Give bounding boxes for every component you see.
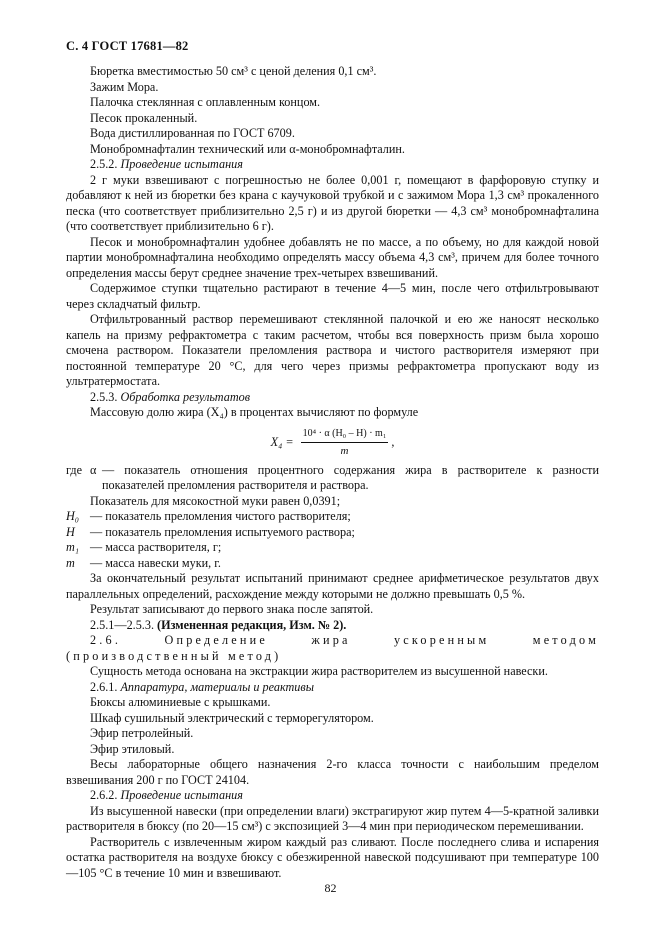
where-label: где xyxy=(66,462,83,477)
formula-lhs: X₄ = xyxy=(270,434,294,449)
formula-fraction xyxy=(301,426,389,460)
section-title: Аппаратура, материалы и реактивы xyxy=(120,679,314,694)
section-heading-2-5-3 xyxy=(66,390,599,406)
definition-symbol: m₁ xyxy=(66,540,80,554)
definition-text: — показатель преломления чистого растворителя; xyxy=(90,509,351,523)
equipment-item: Эфир этиловый. xyxy=(90,741,175,756)
alpha-symbol: α xyxy=(90,462,97,477)
equipment-item: Бюксы алюминиевые с крышками. xyxy=(90,695,271,709)
section-title: Проведение испытания xyxy=(120,788,243,802)
section-number: 2.5.3. xyxy=(90,389,118,404)
definition-symbol: m xyxy=(66,555,75,570)
paragraph: Отфильтрованный раствор перемешивают стеклянной палочкой и ею же наносят несколько капель на призму рефрактометра с таким расчетом, чтобы вся поверхность призм была хорошо смочена раствором. Показатели преломления раствора и чистого растворителя измеряют при постоянной температуре 20 °С, для чего через призмы рефрактометра пропускают воду из ультратермостата. xyxy=(66,312,599,388)
page-header: С. 4 ГОСТ 17681—82 xyxy=(66,39,189,53)
equipment-item: Монобромнафталин технический или α-монобромнафталин. xyxy=(90,141,405,156)
section-number: 2.6.1. xyxy=(90,679,118,694)
equipment-item: Зажим Мора. xyxy=(90,79,159,94)
formula xyxy=(66,427,599,459)
formula-tail: , xyxy=(391,434,395,449)
paragraph: Массовую долю жира (X₄) в процентах вычисляют по формуле xyxy=(90,405,419,419)
paragraph: Песок и монобромнафталин удобнее добавлять не по массе, а по объему, но для каждой новой партии монобромнафталина необходимо определять массу объема 4,3 см³, причем для более точного определения массы берут среднее значение трех-четырех взвешиваний. xyxy=(66,234,599,280)
section-number: 2.5.2. xyxy=(90,157,118,171)
paragraph: Из высушенной навески (при определении влаги) экстрагируют жир путем 4—5-кратной заливки растворителя в бюксу (по 20—15 см³) с экспозицией 3—4 мин при периодическом перемешивании. xyxy=(66,803,599,833)
paragraph: Растворитель с извлеченным жиром каждый раз сливают. После последнего слива и испарения остатка растворителя на воздухе бюксу с обезжиренной навеской подсушивают при температуре 100—105 °С в течение 10 мин и взвешивают. xyxy=(66,834,599,880)
section-title: Обработка результатов xyxy=(120,389,251,404)
definition-symbol: H xyxy=(66,524,75,539)
section-heading-2-6-1 xyxy=(66,680,599,696)
formula-denominator: m xyxy=(340,445,349,457)
equipment-item: Бюретка вместимостью 50 см³ с ценой деления 0,1 см³. xyxy=(90,64,377,78)
section-number: 2.6.2. xyxy=(90,788,118,802)
section-heading-2-6-2 xyxy=(66,788,599,804)
page-number: 82 xyxy=(324,881,337,895)
paragraph: 2 г муки взвешивают с погрешностью не более 0,001 г, помещают в фарфоровую ступку и добавляют к ней из бюретки без крана с каучуковой трубкой и с зажимом Мора 1,3 см³ прокаленного песка (что соответствует приблизительно 2,5 г) и из другой бюретки — 4,3 см³ монобромнафталина (что соответствует приблизительно 6 г). xyxy=(66,172,599,233)
amendment-note xyxy=(66,618,599,634)
amendment-range: 2.5.1—2.5.3. xyxy=(90,617,154,632)
equipment-item: Эфир петролейный. xyxy=(90,726,194,740)
equipment-item: Палочка стеклянная с оплавленным концом. xyxy=(90,95,321,109)
equipment-item: Вода дистиллированная по ГОСТ 6709. xyxy=(90,126,295,140)
section-heading-2-6: 2.6. Определение жира ускоренным методом (производственный метод) xyxy=(66,633,599,663)
paragraph: Результат записывают до первого знака после запятой. xyxy=(90,602,374,616)
definition-text: — масса растворителя, г; xyxy=(90,540,222,554)
definition-symbol: H₀ xyxy=(66,509,80,523)
equipment-item: Шкаф сушильный электрический с терморегулятором. xyxy=(90,710,374,725)
section-heading-2-5-2 xyxy=(66,157,599,173)
definition-h xyxy=(66,525,599,541)
section-title: Проведение испытания xyxy=(120,157,243,171)
definition-text: — показатель преломления испытуемого раствора; xyxy=(90,524,355,539)
definition-text: — масса навески муки, г. xyxy=(90,555,221,570)
equipment-item: Песок прокаленный. xyxy=(90,110,198,125)
definition-h0 xyxy=(66,509,599,525)
paragraph: За окончательный результат испытаний принимают среднее арифметическое результатов двух параллельных определений, расхождение между которыми не должно превышать 0,5 %. xyxy=(66,571,599,601)
page-content xyxy=(66,64,599,881)
alpha-definition: — показатель отношения процентного содержания жира в растворителе к разности показателей преломления растворителя и раствора. xyxy=(102,462,599,492)
where-alpha xyxy=(66,463,599,494)
paragraph: Содержимое ступки тщательно растирают в течение 4—5 мин, после чего отфильтровывают через складчатый фильтр. xyxy=(66,281,599,311)
definition-m xyxy=(66,556,599,572)
amendment-label: (Измененная редакция, Изм. № 2). xyxy=(157,617,347,632)
definition-m1 xyxy=(66,540,599,556)
paragraph: Показатель для мясокостной муки равен 0,0391; xyxy=(90,493,341,508)
paragraph: Весы лабораторные общего назначения 2-го класса точности с наибольшим пределом взвешивания 200 г по ГОСТ 24104. xyxy=(66,757,599,787)
paragraph: Сущность метода основана на экстракции жира растворителем из высушенной навески. xyxy=(90,664,548,678)
formula-numerator: 10⁴ · α (H₀ – H) · m₁ xyxy=(301,426,389,444)
